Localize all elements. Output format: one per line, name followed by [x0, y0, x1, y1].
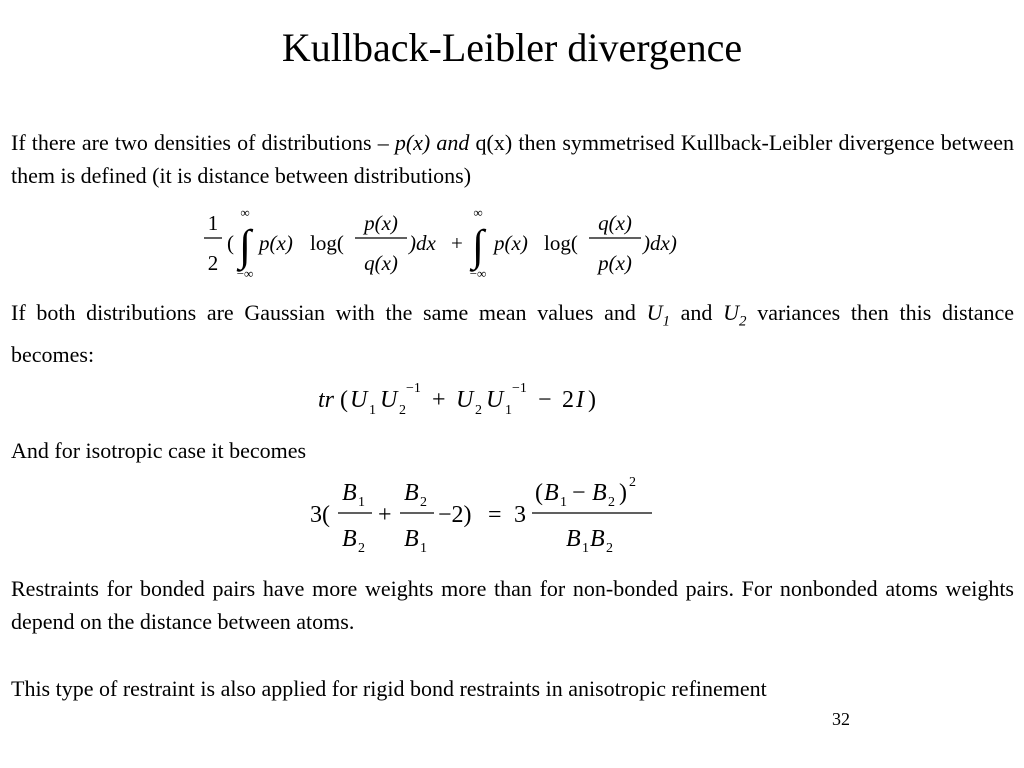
f1-open-paren: (: [227, 231, 234, 255]
p2-u1-sub: 1: [662, 313, 670, 330]
f2-open: (: [340, 387, 348, 413]
f3-den-sub2: 2: [606, 541, 613, 556]
f3-num-sub2: 2: [608, 495, 615, 510]
f2-sub-a: 1: [369, 403, 376, 418]
f3-frac2-num-sub: 2: [420, 495, 427, 510]
f1-frac2-den: p(x): [598, 251, 632, 275]
f2-U-a: U: [350, 387, 368, 413]
f1-plus: +: [451, 231, 463, 255]
f3-plus: +: [378, 502, 392, 528]
f3-den-B1: B: [566, 526, 581, 552]
f2-minus: −: [538, 387, 552, 413]
paragraph-restraints: Restraints for bonded pairs have more weights more than for non-bonded pairs. For nonbonded atoms weights depend on the distance between atoms.: [11, 576, 1014, 634]
f1-dx-1: )dx: [409, 231, 436, 255]
formula-kl-symmetrised: [195, 200, 715, 290]
p2-before: If both distributions are Gaussian with the same mean values and: [11, 300, 636, 325]
f2-U-b: U: [380, 387, 398, 413]
p2-u2-sub: 2: [739, 313, 747, 330]
f1-upper-limit-2: ∞: [473, 205, 483, 220]
paragraph-gaussian: [11, 296, 1014, 371]
p1-before: If there are two densities of distributions –: [11, 130, 389, 155]
f3-three: 3(: [310, 502, 330, 528]
f3-open-paren: (: [535, 480, 543, 506]
p1-px: p(x): [394, 130, 431, 155]
f3-frac1-den-sub: 2: [358, 541, 365, 556]
f3-num-B1: B: [544, 480, 559, 506]
f3-den-sub1: 1: [582, 541, 589, 556]
f3-equals: =: [488, 502, 502, 528]
f3-frac1-num-sub: 1: [358, 495, 365, 510]
f1-integral-2: ∫: [471, 221, 485, 270]
f2-sub-b: 2: [399, 403, 406, 418]
f2-I: I: [576, 387, 584, 413]
f1-log-1: log(: [310, 231, 344, 255]
paragraph-kl-definition: [11, 126, 1014, 192]
f1-frac1-den: q(x): [364, 251, 398, 275]
f3-minus2: −2): [438, 502, 472, 528]
f3-num-sub1: 1: [560, 495, 567, 510]
f2-sup-b: −1: [406, 381, 421, 396]
f3-num-B2: B: [592, 480, 607, 506]
paragraph-rigid-bond: This type of restraint is also applied for rigid bond restraints in anisotropic refinement: [11, 676, 767, 701]
f2-sub-c: 2: [475, 403, 482, 418]
f1-lower-limit-1: −∞: [236, 266, 254, 281]
page-number: 32: [832, 709, 850, 729]
f3-frac2-num-B: B: [404, 480, 419, 506]
f1-half-den: 2: [207, 251, 219, 275]
f3-frac2-den-B: B: [404, 526, 419, 552]
f2-plus: +: [432, 387, 446, 413]
f1-term-px-2: p(x): [494, 231, 528, 255]
f3-frac1-den-B: B: [342, 526, 357, 552]
paragraph-isotropic: And for isotropic case it becomes: [11, 438, 307, 463]
f3-frac2-den-sub: 1: [420, 541, 427, 556]
p1-after: q(x) then symmetrised Kullback-Leibler divergence between them is defined (it is distance between distributions): [11, 130, 1015, 188]
f1-frac1-num: p(x): [364, 211, 398, 235]
f3-three-b: 3: [514, 502, 526, 528]
f2-close: ): [588, 387, 596, 413]
f2-U-c: U: [456, 387, 474, 413]
f1-lower-limit-2: −∞: [469, 266, 487, 281]
p2-u1: U: [646, 300, 663, 325]
slide-title: Kullback-Leibler divergence: [281, 25, 743, 70]
p1-and: and: [436, 130, 470, 155]
f1-frac2-num: q(x): [598, 211, 632, 235]
f2-two: 2: [562, 387, 574, 413]
f3-close-sq: ): [619, 480, 627, 506]
f1-half-num: 1: [207, 211, 219, 235]
p2-after: variances then this distance becomes:: [11, 300, 1015, 368]
f2-sub-d: 1: [505, 403, 512, 418]
formula-gaussian-trace: [300, 372, 630, 422]
formula-isotropic: [290, 470, 670, 560]
p2-mid: and: [680, 300, 713, 325]
f3-den-B2: B: [590, 526, 605, 552]
f1-dx-2: )dx): [643, 231, 677, 255]
f1-term-px-1: p(x): [259, 231, 293, 255]
f3-sq: 2: [629, 475, 636, 490]
p2-u2: U: [723, 300, 739, 325]
f2-sup-d: −1: [512, 381, 527, 396]
f3-num-minus: −: [572, 480, 586, 506]
f2-tr: tr: [318, 387, 335, 413]
f1-integral-1: ∫: [238, 221, 252, 270]
f3-frac1-num-B: B: [342, 480, 357, 506]
f1-upper-limit-1: ∞: [240, 205, 250, 220]
f1-log-2: log(: [544, 231, 578, 255]
f2-U-d: U: [486, 387, 504, 413]
